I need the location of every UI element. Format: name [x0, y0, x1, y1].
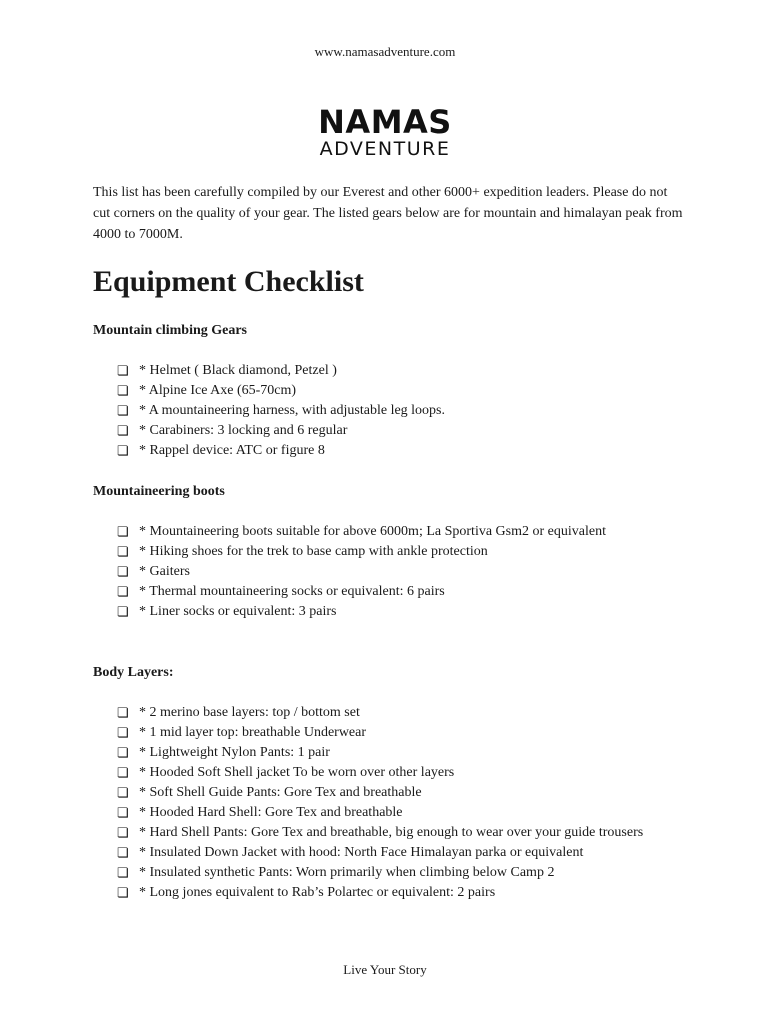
checklist-item-text: * A mountaineering harness, with adjustable leg loops.	[139, 403, 446, 418]
checklist-item-text: * Lightweight Nylon Pants: 1 pair	[139, 745, 330, 760]
section-title-body-layers: Body Layers:	[93, 665, 174, 680]
checklist-item	[117, 582, 677, 602]
checklist-mountaineering-boots	[117, 522, 677, 622]
checkbox-icon[interactable]: ❏	[117, 584, 129, 599]
checklist-item	[117, 883, 677, 903]
checklist-item	[117, 863, 677, 883]
checklist-item	[117, 401, 677, 421]
checklist-item-text: * Soft Shell Guide Pants: Gore Tex and breathable	[139, 785, 422, 800]
checklist-item	[117, 441, 677, 461]
checklist-item	[117, 542, 677, 562]
checkbox-icon[interactable]: ❏	[117, 825, 129, 840]
checklist-item-text: * Insulated Down Jacket with hood: North Face Himalayan parka or equivalent	[139, 845, 584, 860]
checkbox-icon[interactable]: ❏	[117, 423, 129, 438]
checklist-item-text: * Hooded Soft Shell jacket To be worn over other layers	[139, 765, 455, 780]
logo-wordmark-top: NAMAS	[318, 103, 452, 141]
checkbox-icon[interactable]: ❏	[117, 604, 129, 619]
checklist-item-text: * 1 mid layer top: breathable Underwear	[139, 725, 367, 740]
checklist-item-text: * Gaiters	[139, 564, 190, 579]
checklist-item-text: * 2 merino base layers: top / bottom set	[139, 705, 360, 720]
checkbox-icon[interactable]: ❏	[117, 725, 129, 740]
footer-tagline: Live Your Story	[343, 962, 427, 977]
checkbox-icon[interactable]: ❏	[117, 363, 129, 378]
checklist-item-text: * Mountaineering boots suitable for above 6000m; La Sportiva Gsm2 or equivalent	[139, 524, 606, 539]
checkbox-icon[interactable]: ❏	[117, 544, 129, 559]
checklist-item	[117, 421, 677, 441]
checklist-climbing-gears	[117, 361, 677, 461]
checklist-item	[117, 823, 677, 843]
checkbox-icon[interactable]: ❏	[117, 765, 129, 780]
checkbox-icon[interactable]: ❏	[117, 705, 129, 720]
checklist-item-text: * Long jones equivalent to Rab’s Polartec or equivalent: 2 pairs	[139, 885, 496, 900]
checklist-item-text: * Rappel device: ATC or figure 8	[139, 443, 325, 458]
checkbox-icon[interactable]: ❏	[117, 865, 129, 880]
section-title-climbing-gears: Mountain climbing Gears	[93, 323, 248, 338]
checklist-item	[117, 602, 677, 622]
checkbox-icon[interactable]: ❏	[117, 785, 129, 800]
checkbox-icon[interactable]: ❏	[117, 443, 129, 458]
checklist-item	[117, 743, 677, 763]
checklist-item-text: * Hooded Hard Shell: Gore Tex and breathable	[139, 805, 403, 820]
checklist-item-text: * Helmet ( Black diamond, Petzel )	[139, 363, 337, 378]
checklist-item	[117, 783, 677, 803]
checklist-item	[117, 763, 677, 783]
logo-wordmark-bottom: ADVENTURE	[319, 138, 451, 160]
checklist-item	[117, 381, 677, 401]
namas-adventure-logo	[0, 104, 770, 158]
section-title-mountaineering-boots: Mountaineering boots	[93, 484, 225, 499]
checkbox-icon[interactable]: ❏	[117, 745, 129, 760]
checklist-item	[117, 361, 677, 381]
checklist-item-text: * Alpine Ice Axe (65-70cm)	[139, 383, 297, 398]
checkbox-icon[interactable]: ❏	[117, 845, 129, 860]
checklist-item-text: * Insulated synthetic Pants: Worn primarily when climbing below Camp 2	[139, 865, 555, 880]
checklist-item-text: * Carabiners: 3 locking and 6 regular	[139, 423, 348, 438]
checklist-item	[117, 562, 677, 582]
checklist-item	[117, 723, 677, 743]
intro-paragraph: This list has been carefully compiled by our Everest and other 6000+ expedition leaders. Please do not cut corners on the quality of your gear. The listed gears below are for mountain and himalayan peak from 4000 to 7000M.	[93, 185, 683, 242]
checklist-item	[117, 703, 677, 723]
checkbox-icon[interactable]: ❏	[117, 383, 129, 398]
checklist-item-text: * Thermal mountaineering socks or equivalent: 6 pairs	[139, 584, 445, 599]
checklist-item-text: * Hard Shell Pants: Gore Tex and breathable, big enough to wear over your guide trousers	[139, 825, 644, 840]
checklist-item	[117, 803, 677, 823]
checkbox-icon[interactable]: ❏	[117, 885, 129, 900]
checklist-item-text: * Liner socks or equivalent: 3 pairs	[139, 604, 337, 619]
checkbox-icon[interactable]: ❏	[117, 403, 129, 418]
checklist-item	[117, 522, 677, 542]
page-title: Equipment Checklist	[93, 265, 364, 298]
checkbox-icon[interactable]: ❏	[117, 564, 129, 579]
checkbox-icon[interactable]: ❏	[117, 805, 129, 820]
checklist-item-text: * Hiking shoes for the trek to base camp with ankle protection	[139, 544, 488, 559]
checklist-body-layers	[117, 703, 677, 903]
checklist-item	[117, 843, 677, 863]
header-url: www.namasadventure.com	[314, 44, 456, 59]
checkbox-icon[interactable]: ❏	[117, 524, 129, 539]
